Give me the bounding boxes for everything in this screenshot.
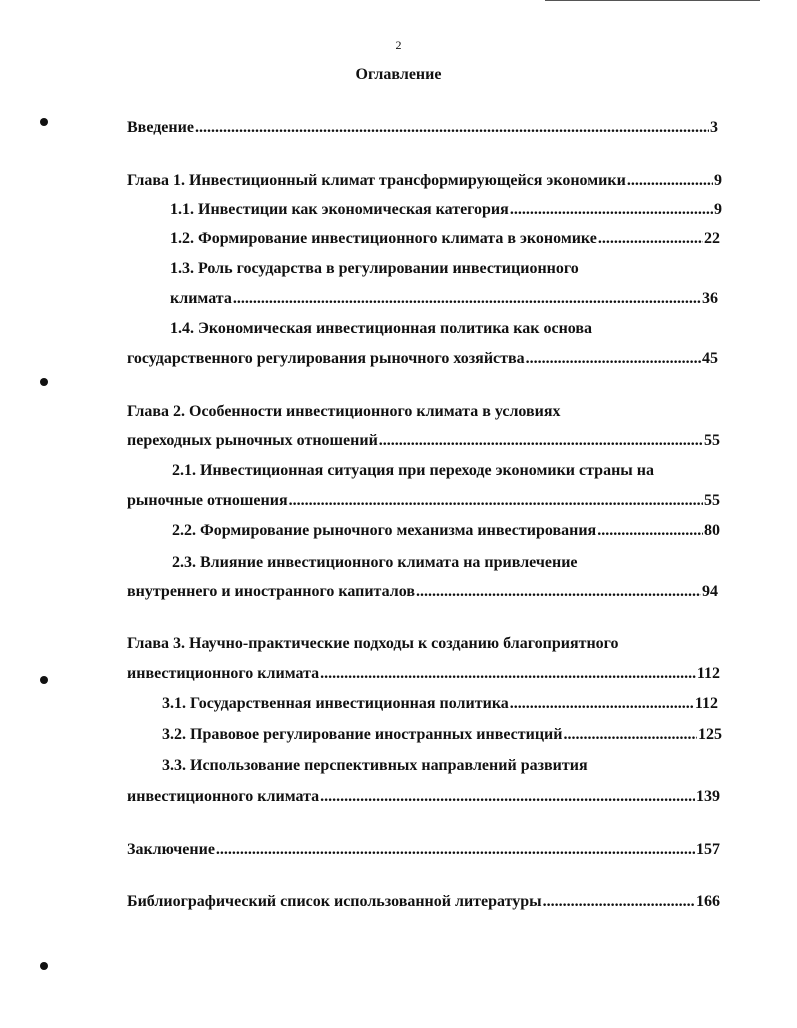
toc-entry-text: 2.3. Влияние инвестиционного климата на привлечение: [172, 554, 578, 571]
toc-entry-section-2-3[interactable]: [127, 582, 718, 602]
toc-entry-section-2-3-title[interactable]: [172, 553, 578, 573]
toc-page-number: 80: [704, 522, 720, 539]
toc-entry-text: 2.1. Инвестиционная ситуация при переходе экономики страны на: [172, 462, 654, 479]
toc-entry-text: 3.1. Государственная инвестиционная политика: [162, 695, 509, 712]
toc-entry-text: 3.3. Использование перспективных направлений развития: [162, 757, 588, 774]
toc-page-number: 55: [704, 432, 720, 449]
toc-page-number: 125: [698, 726, 722, 743]
binder-hole-mark: [40, 962, 48, 970]
toc-entry-text: 1.2. Формирование инвестиционного климата в экономике: [170, 230, 597, 247]
scan-artifact-line: [545, 0, 760, 1]
toc-entry-section-1-4-title[interactable]: [170, 319, 592, 339]
leader-dots: [598, 229, 703, 249]
toc-entry-section-2-1[interactable]: [127, 491, 720, 511]
toc-entry-chapter-2-title[interactable]: [127, 402, 561, 422]
leader-dots: [627, 171, 713, 191]
toc-entry-section-2-1-title[interactable]: [172, 461, 654, 481]
toc-entry-section-3-3-title[interactable]: [162, 756, 588, 776]
toc-page-number: 22: [704, 230, 720, 247]
toc-page-number: 45: [702, 350, 718, 367]
toc-entry-section-2-2[interactable]: [172, 521, 720, 541]
leader-dots: [597, 521, 703, 541]
toc-entry-section-3-2[interactable]: [162, 725, 722, 745]
toc-page-number: 139: [696, 788, 720, 805]
leader-dots: [379, 431, 703, 451]
leader-dots: [233, 289, 701, 309]
toc-entry-text: Глава 2. Особенности инвестиционного климата в условиях: [127, 403, 561, 420]
toc-entry-text: климата: [170, 290, 232, 307]
toc-page-number: 166: [696, 893, 720, 910]
toc-entry-text: Заключение: [127, 841, 215, 858]
toc-entry-text: 3.2. Правовое регулирование иностранных инвестиций: [162, 726, 563, 743]
toc-entry-text: Глава 1. Инвестиционный климат трансформирующейся экономики: [127, 172, 626, 189]
leader-dots: [526, 349, 701, 369]
toc-page-number: 112: [694, 695, 718, 712]
toc-entry-section-1-4[interactable]: [127, 349, 718, 369]
toc-entry-section-1-1[interactable]: [170, 200, 722, 220]
leader-dots: [510, 694, 694, 714]
toc-entry-text: 1.1. Инвестиции как экономическая категория: [170, 201, 509, 218]
toc-entry-text: 1.4. Экономическая инвестиционная политика как основа: [170, 320, 593, 337]
toc-entry-text: Библиографический список использованной литературы: [127, 893, 542, 910]
toc-entry-section-1-2[interactable]: [170, 229, 720, 249]
leader-dots: [320, 664, 696, 684]
toc-entry-section-1-3[interactable]: [170, 289, 718, 309]
toc-entry-intro[interactable]: [127, 118, 718, 138]
toc-entry-text: Глава 3. Научно-практические подходы к созданию благоприятного: [127, 635, 619, 652]
leader-dots: [543, 892, 695, 912]
leader-dots: [320, 787, 695, 807]
toc-entry-text: инвестиционного климата: [127, 665, 320, 682]
toc-entry-conclusion[interactable]: [127, 840, 720, 860]
toc-entry-section-3-1[interactable]: [162, 694, 718, 714]
toc-page-number: 55: [704, 492, 720, 509]
toc-page-number: 3: [710, 119, 718, 136]
page-number: 2: [395, 38, 402, 52]
leader-dots: [416, 582, 701, 602]
toc-page-number: 94: [702, 583, 718, 600]
toc-page-number: 9: [714, 201, 722, 218]
toc-page-number: 112: [696, 665, 720, 682]
toc-entry-bibliography[interactable]: [127, 892, 720, 912]
leader-dots: [195, 118, 709, 138]
toc-entry-section-1-3-title[interactable]: [170, 259, 579, 279]
toc-page-number: 9: [714, 172, 722, 189]
toc-page-number: 157: [696, 841, 720, 858]
leader-dots: [289, 491, 703, 511]
toc-page-number: 36: [702, 290, 718, 307]
toc-entry-chapter-3[interactable]: [127, 664, 720, 684]
toc-entry-chapter-3-title[interactable]: [127, 634, 619, 654]
toc-entry-section-3-3[interactable]: [127, 787, 720, 807]
toc-entry-text: переходных рыночных отношений: [127, 432, 378, 449]
page-title: Оглавление: [355, 66, 442, 83]
toc-entry-text: 2.2. Формирование рыночного механизма инвестирования: [172, 522, 597, 539]
leader-dots: [216, 840, 695, 860]
binder-hole-mark: [40, 118, 48, 126]
leader-dots: [510, 200, 713, 220]
toc-entry-chapter-2[interactable]: [127, 431, 720, 451]
toc-entry-chapter-1[interactable]: [127, 171, 722, 191]
toc-entry-text: Введение: [127, 119, 194, 136]
toc-entry-text: 1.3. Роль государства в регулировании инвестиционного: [170, 260, 579, 277]
binder-hole-mark: [40, 378, 48, 386]
toc-entry-text: рыночные отношения: [127, 492, 288, 509]
toc-entry-text: инвестиционного климата: [127, 788, 320, 805]
leader-dots: [563, 725, 697, 745]
toc-entry-text: внутреннего и иностранного капиталов: [127, 583, 415, 600]
toc-entry-text: государственного регулирования рыночного хозяйства: [127, 350, 525, 367]
binder-hole-mark: [40, 676, 48, 684]
